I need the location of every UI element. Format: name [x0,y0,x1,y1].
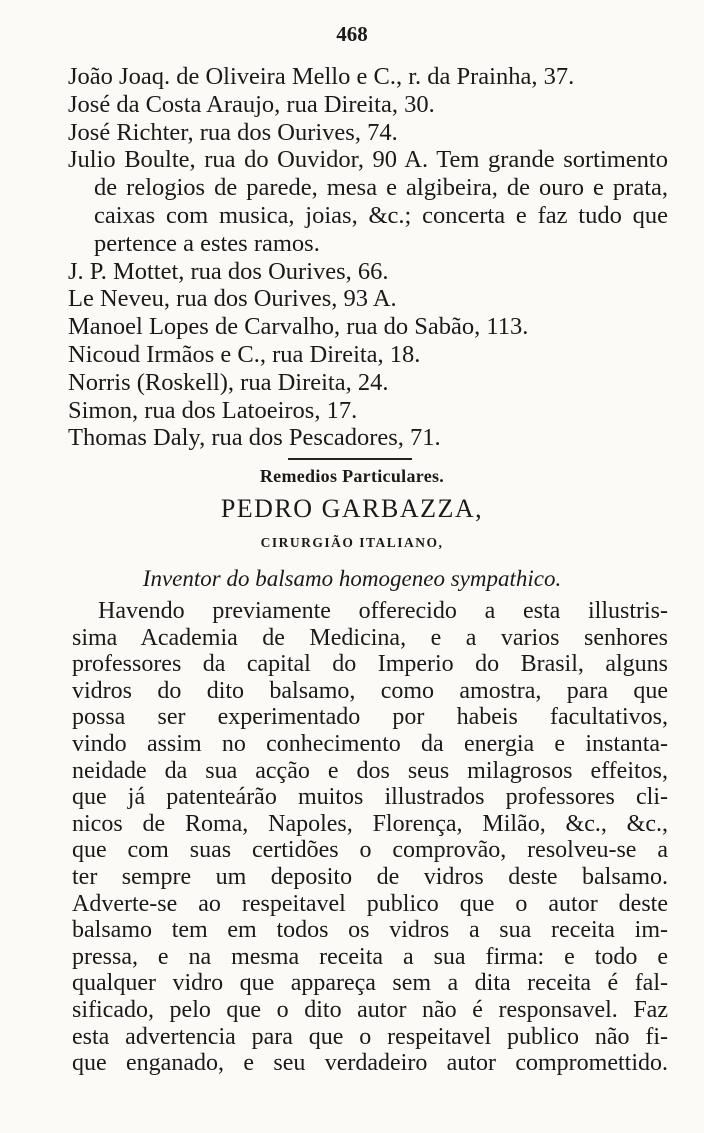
advertiser-subtitle: Inventor do balsamo homogeneo sympathico. [142,566,562,591]
body-line: sima Academia de Medicina, e a varios senhores [72,624,668,651]
directory-list [68,63,668,452]
body-line: vindo assim no conhecimento da energia e instanta- [72,730,668,757]
list-item: José Richter, rua dos Ourives, 74. [68,118,398,146]
list-item: J. P. Mottet, rua dos Ourives, 66. [68,257,389,285]
body-line: que já patenteárão muitos illustrados professores cli- [72,784,668,811]
section-heading: Remedios Particulares. [259,466,445,486]
page-number: 468 [336,22,368,46]
list-item: Manoel Lopes de Carvalho, rua do Sabão, 113. [68,313,529,341]
body-line: professores da capital do Imperio do Brasil, alguns [72,651,668,678]
body-line: que com suas certidões o comprovão, resolveu-se a [72,837,668,864]
body-line: esta advertencia para que o respeitavel publico não fi- [72,1023,668,1050]
body-line: sificado, pelo que o dito autor não é responsavel. Faz [72,996,668,1023]
list-item: Norris (Roskell), rua Direita, 24. [68,368,389,396]
body-line: Havendo previamente offerecido a esta illustris- [98,598,668,624]
body-line: balsamo tem em todos os vidros a sua receita im- [72,917,668,944]
advertiser-title: CIRURGIÃO ITALIANO, [260,535,444,550]
divider [288,458,412,460]
body-line: ter sempre um deposito de vidros deste balsamo. [72,863,668,890]
body-line: qualquer vidro que appareça sem a dita receita é fal- [72,970,668,997]
advertisement-body [72,598,668,1077]
body-line: que enganado, e seu verdadeiro autor compromettido. [72,1050,668,1077]
body-line: vidros do dito balsamo, como amostra, para que [72,677,668,704]
body-line: possa ser experimentado por habeis facultativos, [72,704,668,731]
body-line: pressa, e na mesma receita a sua firma: e todo e [72,943,668,970]
advertiser-name: PEDRO GARBAZZA, [220,494,484,523]
list-item: João Joaq. de Oliveira Mello e C., r. da Prainha, 37. [68,63,575,90]
list-item: Julio Boulte, rua do Ouvidor, 90 A. Tem grande sortimento de relogios de parede, mesa e algibeira, de ouro e prata, caixas com musica, joias, &c.; concerta e faz tudo que pertence a estes ramos. [68,146,668,257]
list-item: Nicoud Irmãos e C., rua Direita, 18. [68,340,421,368]
list-item: Thomas Daly, rua dos Pescadores, 71. [68,424,441,452]
body-line: Adverte-se ao respeitavel publico que o autor deste [72,890,668,917]
body-line: nicos de Roma, Napoles, Florença, Milão, &c., &c., [72,810,668,837]
list-item: José da Costa Araujo, rua Direita, 30. [68,90,435,118]
list-item: Le Neveu, rua dos Ourives, 93 A. [68,285,397,313]
body-line: neidade da sua acção e dos seus milagrosos effeitos, [72,757,668,784]
list-item: Simon, rua dos Latoeiros, 17. [68,396,358,424]
